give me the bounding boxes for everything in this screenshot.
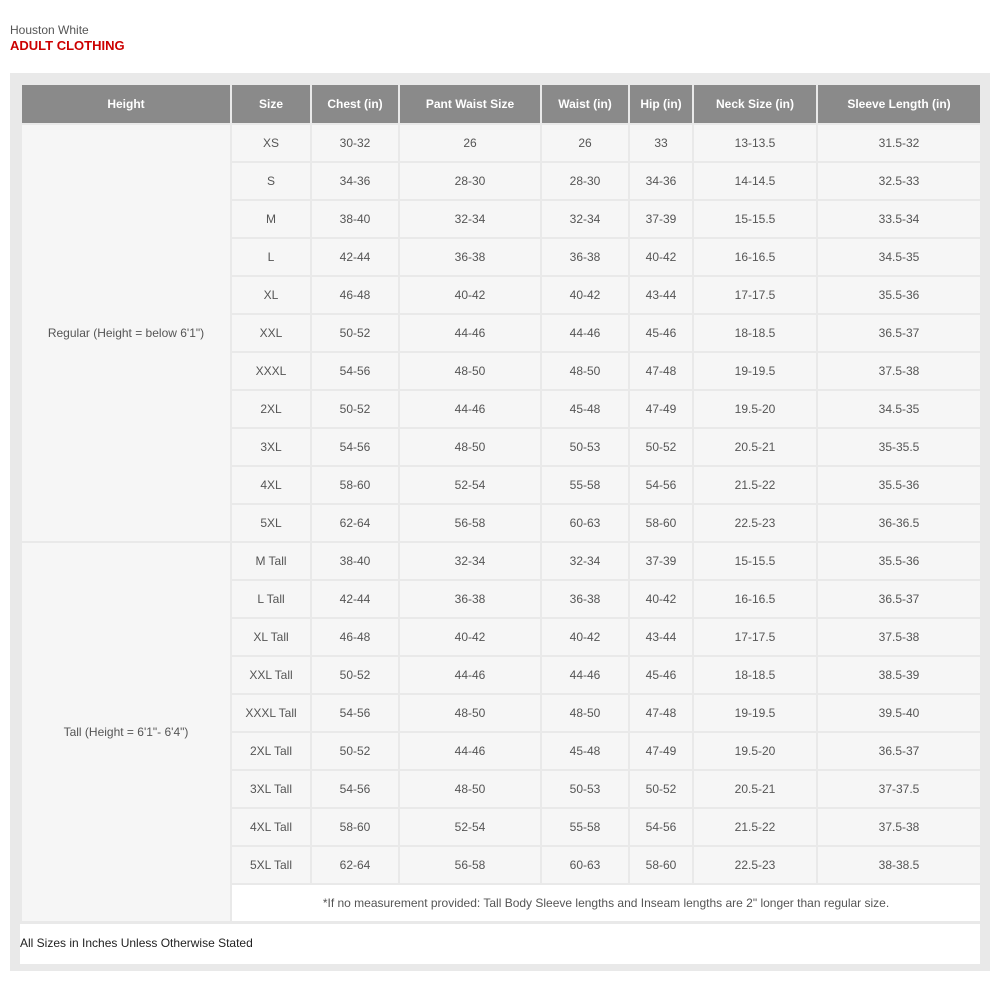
measurement-cell: 17-17.5 bbox=[693, 276, 817, 314]
measurement-cell: 40-42 bbox=[399, 618, 541, 656]
measurement-cell: 18-18.5 bbox=[693, 314, 817, 352]
column-header: Size bbox=[231, 84, 311, 124]
brand-name: Houston White bbox=[10, 23, 89, 37]
measurement-cell: 37-39 bbox=[629, 542, 693, 580]
measurement-cell: 48-50 bbox=[399, 428, 541, 466]
size-cell: M bbox=[231, 200, 311, 238]
measurement-cell: 45-46 bbox=[629, 314, 693, 352]
measurement-cell: 46-48 bbox=[311, 618, 399, 656]
measurement-cell: 34.5-35 bbox=[817, 390, 981, 428]
measurement-cell: 45-48 bbox=[541, 390, 629, 428]
measurement-cell: 15-15.5 bbox=[693, 200, 817, 238]
measurement-cell: 26 bbox=[399, 124, 541, 162]
size-cell: 5XL bbox=[231, 504, 311, 542]
measurement-cell: 19-19.5 bbox=[693, 352, 817, 390]
measurement-cell: 19.5-20 bbox=[693, 732, 817, 770]
measurement-cell: 43-44 bbox=[629, 618, 693, 656]
measurement-cell: 48-50 bbox=[399, 770, 541, 808]
measurement-cell: 40-42 bbox=[629, 238, 693, 276]
size-cell: 4XL bbox=[231, 466, 311, 504]
measurement-cell: 54-56 bbox=[311, 694, 399, 732]
measurement-cell: 35.5-36 bbox=[817, 466, 981, 504]
measurement-cell: 33.5-34 bbox=[817, 200, 981, 238]
measurement-cell: 16-16.5 bbox=[693, 238, 817, 276]
measurement-cell: 36.5-37 bbox=[817, 580, 981, 618]
measurement-cell: 52-54 bbox=[399, 466, 541, 504]
measurement-cell: 37.5-38 bbox=[817, 352, 981, 390]
measurement-cell: 17-17.5 bbox=[693, 618, 817, 656]
size-cell: XXXL bbox=[231, 352, 311, 390]
measurement-cell: 13-13.5 bbox=[693, 124, 817, 162]
measurement-cell: 36-36.5 bbox=[817, 504, 981, 542]
measurement-cell: 32-34 bbox=[541, 200, 629, 238]
measurement-cell: 47-49 bbox=[629, 732, 693, 770]
measurement-cell: 44-46 bbox=[541, 314, 629, 352]
measurement-cell: 38-40 bbox=[311, 200, 399, 238]
measurement-cell: 37-37.5 bbox=[817, 770, 981, 808]
column-header: Height bbox=[21, 84, 231, 124]
height-group-label: Tall (Height = 6'1"- 6'4") bbox=[21, 542, 231, 922]
measurement-cell: 38-38.5 bbox=[817, 846, 981, 884]
measurement-cell: 50-52 bbox=[629, 428, 693, 466]
measurement-cell: 34.5-35 bbox=[817, 238, 981, 276]
measurement-cell: 14-14.5 bbox=[693, 162, 817, 200]
measurement-cell: 54-56 bbox=[629, 808, 693, 846]
measurement-cell: 36.5-37 bbox=[817, 732, 981, 770]
size-cell: S bbox=[231, 162, 311, 200]
measurement-cell: 32.5-33 bbox=[817, 162, 981, 200]
measurement-cell: 46-48 bbox=[311, 276, 399, 314]
measurement-cell: 37.5-38 bbox=[817, 618, 981, 656]
measurement-cell: 48-50 bbox=[399, 352, 541, 390]
size-cell: M Tall bbox=[231, 542, 311, 580]
size-cell: 5XL Tall bbox=[231, 846, 311, 884]
measurement-cell: 32-34 bbox=[399, 200, 541, 238]
size-cell: L bbox=[231, 238, 311, 276]
table-row bbox=[21, 542, 981, 580]
measurement-cell: 19-19.5 bbox=[693, 694, 817, 732]
measurement-cell: 50-52 bbox=[311, 390, 399, 428]
measurement-cell: 47-49 bbox=[629, 390, 693, 428]
measurement-cell: 62-64 bbox=[311, 504, 399, 542]
size-cell: 2XL bbox=[231, 390, 311, 428]
measurement-cell: 54-56 bbox=[311, 352, 399, 390]
measurement-cell: 58-60 bbox=[629, 846, 693, 884]
measurement-cell: 48-50 bbox=[541, 352, 629, 390]
measurement-cell: 40-42 bbox=[541, 618, 629, 656]
column-header: Waist (in) bbox=[541, 84, 629, 124]
measurement-cell: 30-32 bbox=[311, 124, 399, 162]
measurement-cell: 20.5-21 bbox=[693, 428, 817, 466]
size-cell: XL bbox=[231, 276, 311, 314]
measurement-cell: 56-58 bbox=[399, 846, 541, 884]
size-cell: XXL Tall bbox=[231, 656, 311, 694]
size-chart-table bbox=[20, 83, 982, 923]
measurement-cell: 32-34 bbox=[399, 542, 541, 580]
section-title: ADULT CLOTHING bbox=[10, 38, 125, 53]
size-cell: 3XL Tall bbox=[231, 770, 311, 808]
measurement-cell: 44-46 bbox=[541, 656, 629, 694]
table-header-row bbox=[21, 84, 981, 124]
measurement-cell: 62-64 bbox=[311, 846, 399, 884]
measurement-cell: 58-60 bbox=[629, 504, 693, 542]
measurement-cell: 38.5-39 bbox=[817, 656, 981, 694]
size-cell: 3XL bbox=[231, 428, 311, 466]
measurement-cell: 40-42 bbox=[541, 276, 629, 314]
measurement-cell: 34-36 bbox=[629, 162, 693, 200]
measurement-cell: 50-53 bbox=[541, 428, 629, 466]
size-cell: XXL bbox=[231, 314, 311, 352]
measurement-cell: 47-48 bbox=[629, 352, 693, 390]
measurement-cell: 55-58 bbox=[541, 466, 629, 504]
measurement-cell: 58-60 bbox=[311, 808, 399, 846]
measurement-cell: 20.5-21 bbox=[693, 770, 817, 808]
measurement-cell: 15-15.5 bbox=[693, 542, 817, 580]
measurement-cell: 58-60 bbox=[311, 466, 399, 504]
measurement-cell: 18-18.5 bbox=[693, 656, 817, 694]
measurement-cell: 40-42 bbox=[629, 580, 693, 618]
measurement-cell: 16-16.5 bbox=[693, 580, 817, 618]
measurement-cell: 35.5-36 bbox=[817, 542, 981, 580]
size-cell: XS bbox=[231, 124, 311, 162]
measurement-cell: 28-30 bbox=[541, 162, 629, 200]
measurement-cell: 42-44 bbox=[311, 238, 399, 276]
column-header: Pant Waist Size bbox=[399, 84, 541, 124]
measurement-cell: 48-50 bbox=[399, 694, 541, 732]
measurement-cell: 50-52 bbox=[311, 656, 399, 694]
measurement-cell: 37.5-38 bbox=[817, 808, 981, 846]
measurement-cell: 56-58 bbox=[399, 504, 541, 542]
measurement-cell: 54-56 bbox=[629, 466, 693, 504]
measurement-cell: 28-30 bbox=[399, 162, 541, 200]
measurement-cell: 45-48 bbox=[541, 732, 629, 770]
size-cell: XL Tall bbox=[231, 618, 311, 656]
column-header: Hip (in) bbox=[629, 84, 693, 124]
measurement-cell: 38-40 bbox=[311, 542, 399, 580]
measurement-cell: 60-63 bbox=[541, 504, 629, 542]
measurement-cell: 47-48 bbox=[629, 694, 693, 732]
size-cell: 4XL Tall bbox=[231, 808, 311, 846]
measurement-cell: 44-46 bbox=[399, 732, 541, 770]
measurement-cell: 36-38 bbox=[541, 238, 629, 276]
measurement-cell: 21.5-22 bbox=[693, 808, 817, 846]
footer-note: All Sizes in Inches Unless Otherwise Stated bbox=[20, 924, 980, 964]
measurement-cell: 54-56 bbox=[311, 428, 399, 466]
measurement-cell: 26 bbox=[541, 124, 629, 162]
measurement-cell: 55-58 bbox=[541, 808, 629, 846]
measurement-cell: 43-44 bbox=[629, 276, 693, 314]
column-header: Neck Size (in) bbox=[693, 84, 817, 124]
measurement-cell: 35.5-36 bbox=[817, 276, 981, 314]
measurement-cell: 45-46 bbox=[629, 656, 693, 694]
measurement-cell: 36-38 bbox=[399, 580, 541, 618]
measurement-cell: 35-35.5 bbox=[817, 428, 981, 466]
measurement-cell: 36.5-37 bbox=[817, 314, 981, 352]
size-cell: 2XL Tall bbox=[231, 732, 311, 770]
measurement-cell: 44-46 bbox=[399, 390, 541, 428]
measurement-cell: 19.5-20 bbox=[693, 390, 817, 428]
measurement-cell: 37-39 bbox=[629, 200, 693, 238]
measurement-cell: 32-34 bbox=[541, 542, 629, 580]
measurement-cell: 31.5-32 bbox=[817, 124, 981, 162]
measurement-cell: 54-56 bbox=[311, 770, 399, 808]
measurement-cell: 50-52 bbox=[311, 314, 399, 352]
measurement-cell: 21.5-22 bbox=[693, 466, 817, 504]
column-header: Chest (in) bbox=[311, 84, 399, 124]
column-header: Sleeve Length (in) bbox=[817, 84, 981, 124]
measurement-cell: 44-46 bbox=[399, 314, 541, 352]
measurement-cell: 42-44 bbox=[311, 580, 399, 618]
measurement-cell: 50-53 bbox=[541, 770, 629, 808]
measurement-cell: 60-63 bbox=[541, 846, 629, 884]
measurement-cell: 40-42 bbox=[399, 276, 541, 314]
measurement-cell: 48-50 bbox=[541, 694, 629, 732]
measurement-cell: 36-38 bbox=[541, 580, 629, 618]
tall-sizing-note: *If no measurement provided: Tall Body Sleeve lengths and Inseam lengths are 2" longer than regular size. bbox=[231, 884, 981, 922]
measurement-cell: 22.5-23 bbox=[693, 846, 817, 884]
size-cell: L Tall bbox=[231, 580, 311, 618]
measurement-cell: 22.5-23 bbox=[693, 504, 817, 542]
measurement-cell: 44-46 bbox=[399, 656, 541, 694]
measurement-cell: 34-36 bbox=[311, 162, 399, 200]
table-row bbox=[21, 124, 981, 162]
height-group-label: Regular (Height = below 6'1") bbox=[21, 124, 231, 542]
measurement-cell: 50-52 bbox=[629, 770, 693, 808]
measurement-cell: 39.5-40 bbox=[817, 694, 981, 732]
measurement-cell: 52-54 bbox=[399, 808, 541, 846]
table-body bbox=[21, 124, 981, 922]
measurement-cell: 36-38 bbox=[399, 238, 541, 276]
measurement-cell: 50-52 bbox=[311, 732, 399, 770]
measurement-cell: 33 bbox=[629, 124, 693, 162]
size-cell: XXXL Tall bbox=[231, 694, 311, 732]
